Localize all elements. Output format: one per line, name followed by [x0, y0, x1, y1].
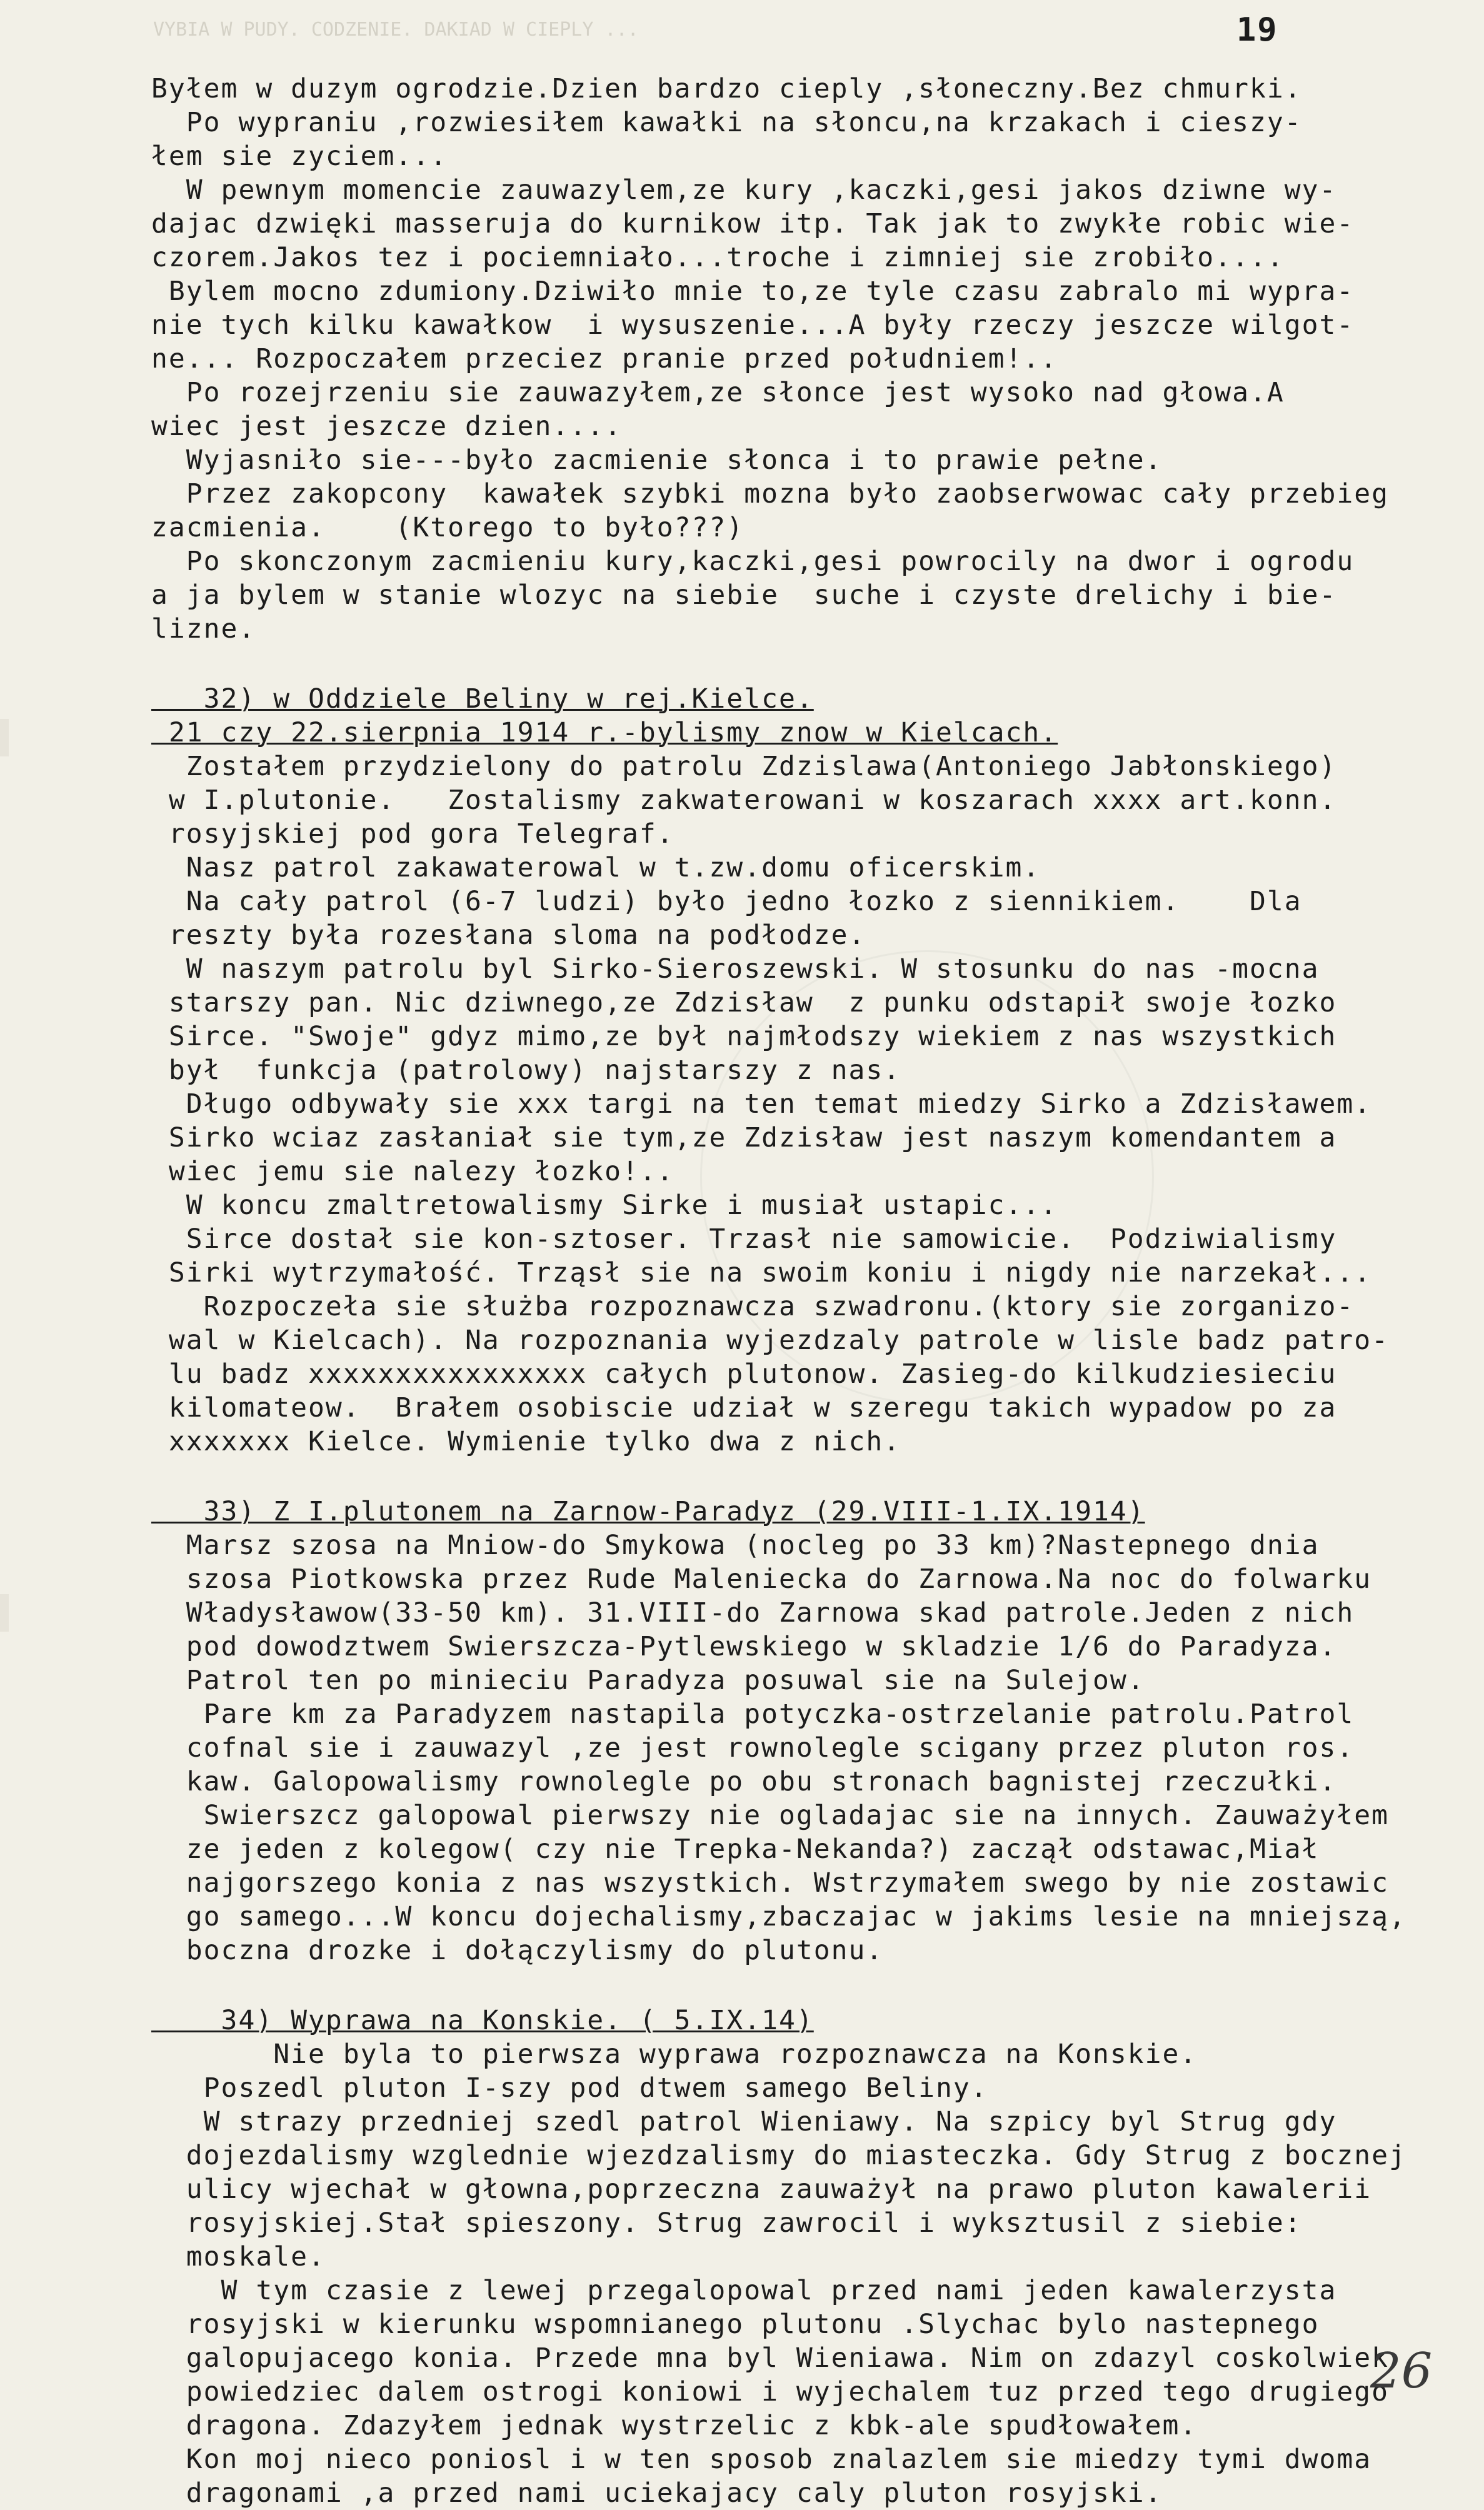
text-line: czorem.Jakos tez i pociemniało...troche i zimniej sie zrobiło.... — [151, 242, 1285, 273]
text-line: Długo odbywały sie xxx targi na ten temat miedzy Sirko a Zdzisławem. — [151, 1088, 1372, 1120]
text-line: Wyjasniło sie---było zacmienie słonca i to prawie pełne. — [151, 444, 1163, 476]
text-line: Sirce dostał sie kon-sztoser. Trzasł nie samowicie. Podziwialismy — [151, 1223, 1337, 1255]
text-line: go samego...W koncu dojechalismy,zbaczajac w jakims lesie na mniejszą, — [151, 1901, 1406, 1932]
text-line: boczna drozke i dołączylismy do plutonu. — [151, 1935, 884, 1966]
text-line: Po wypraniu ,rozwiesiłem kawałki na słoncu,na krzakach i cieszy- — [151, 107, 1302, 138]
text-line: wiec jest jeszcze dzien.... — [151, 411, 622, 442]
text-line: xxxxxxx Kielce. Wymienie tylko dwa z nich. — [151, 1426, 901, 1457]
text-line: rosyjskiej pod gora Telegraf. — [151, 818, 674, 850]
section-heading: 34) Wyprawa na Konskie. ( 5.IX.14) — [151, 2005, 814, 2036]
text-line: Byłem w duzym ogrodzie.Dzien bardzo cieply ,słoneczny.Bez chmurki. — [151, 73, 1302, 104]
text-line: W strazy przedniej szedl patrol Wieniawy. Na szpicy byl Strug gdy — [151, 2106, 1337, 2137]
text-line: a ja bylem w stanie wlozyc na siebie suche i czyste drelichy i bie- — [151, 580, 1337, 611]
text-line: nie tych kilku kawałkow i wysuszenie...A były rzeczy jeszcze wilgot- — [151, 309, 1355, 341]
text-line: dojezdalismy wzglednie wjezdzalismy do miasteczka. Gdy Strug z bocznej — [151, 2140, 1406, 2171]
bleed-through-text: VYBIA W PUDY. CODZENIE. DAKIAD W CIEPLY ... — [153, 19, 639, 41]
text-line: W tym czasie z lewej przegalopowal przed nami jeden kawalerzysta — [151, 2275, 1337, 2306]
text-line: dragonami ,a przed nami uciekajacy caly pluton rosyjski. — [151, 2477, 1163, 2509]
text-line: Zostałem przydzielony do patrolu Zdzislawa(Antoniego Jabłonskiego) — [151, 751, 1337, 782]
text-line: Swierszcz galopowal pierwszy nie ogladajac sie na innych. Zauważyłem — [151, 1800, 1390, 1831]
text-line: w I.plutonie. Zostalismy zakwaterowani w koszarach xxxx art.konn. — [151, 785, 1337, 816]
text-line: Patrol ten po minieciu Paradyza posuwal sie na Sulejow. — [151, 1665, 1145, 1696]
text-line: powiedziec dalem ostrogi koniowi i wyjechalem tuz przed tego drugiego — [151, 2376, 1390, 2407]
text-line: dragona. Zdazyłem jednak wystrzelic z kbk-ale spudłowałem. — [151, 2410, 1198, 2441]
text-line: Pare km za Paradyzem nastapila potyczka-ostrzelanie patrolu.Patrol — [151, 1699, 1355, 1730]
text-line: Na cały patrol (6-7 ludzi) było jedno łozko z siennikiem. Dla — [151, 886, 1302, 917]
text-line: szosa Piotkowska przez Rude Maleniecka do Zarnowa.Na noc do folwarku — [151, 1564, 1372, 1595]
text-line: łem sie zyciem... — [151, 141, 448, 172]
text-line: Marsz szosa na Mniow-do Smykowa (nocleg po 33 km)?Nastepnego dnia — [151, 1530, 1320, 1561]
text-line: Po rozejrzeniu sie zauwazyłem,ze słonce jest wysoko nad głowa.A — [151, 377, 1285, 408]
text-line: rosyjski w kierunku wspomnianego plutonu .Slychac bylo nastepnego — [151, 2309, 1320, 2340]
section-gap — [151, 646, 1464, 682]
text-line: był funkcja (patrolowy) najstarszy z nas. — [151, 1055, 901, 1086]
text-line: Kon moj nieco poniosl i w ten sposob znalazlem sie miedzy tymi dwoma — [151, 2444, 1372, 2475]
text-line: W pewnym momencie zauwazylem,ze kury ,kaczki,gesi jakos dziwne wy- — [151, 174, 1337, 206]
section-heading: 32) w Oddziele Beliny w rej.Kielce. — [151, 683, 814, 715]
text-line: Poszedl pluton I-szy pod dtwem samego Beliny. — [151, 2072, 988, 2104]
punch-hole-mark — [0, 719, 9, 756]
text-line: Władysławow(33-50 km). 31.VIII-do Zarnowa skad patrole.Jeden z nich — [151, 1597, 1355, 1629]
text-line: Sirce. "Swoje" gdyz mimo,ze był najmłodszy wiekiem z nas wszystkich — [151, 1021, 1337, 1052]
text-line: Sirki wytrzymałość. Trząsł sie na swoim koniu i nigdy nie narzekał... — [151, 1257, 1372, 1288]
text-line: Przez zakopcony kawałek szybki mozna było zaobserwowac cały przebieg — [151, 478, 1390, 510]
text-line: pod dowodztwem Swierszcza-Pytlewskiego w skladzie 1/6 do Paradyza. — [151, 1631, 1337, 1662]
text-line: Sirko wciaz zasłaniał sie tym,ze Zdzisław jest naszym komendantem a — [151, 1122, 1337, 1153]
section-heading: 21 czy 22.sierpnia 1914 r.-bylismy znow w Kielcach. — [151, 717, 1058, 748]
section-gap — [151, 1458, 1464, 1495]
text-line: wal w Kielcach). Na rozpoznania wyjezdzaly patrole w lisle badz patro- — [151, 1325, 1390, 1356]
handwritten-page-number: 26 — [1370, 2343, 1433, 2399]
text-line: W naszym patrolu byl Sirko-Sieroszewski. W stosunku do nas -mocna — [151, 953, 1320, 985]
text-line: rosyjskiej.Stał spieszony. Strug zawrocil i wyksztusil z siebie: — [151, 2207, 1302, 2239]
text-line: ze jeden z kolegow( czy nie Trepka-Nekanda?) zaczął odstawac,Miał — [151, 1834, 1320, 1865]
punch-hole-mark — [0, 1594, 9, 1632]
text-line: ne... Rozpoczałem przeciez pranie przed południem!.. — [151, 343, 1058, 374]
text-line: Bylem mocno zdumiony.Dziwiło mnie to,ze tyle czasu zabralo mi wypra- — [151, 276, 1355, 307]
text-line: kilomateow. Brałem osobiscie udział w szeregu takich wypadow po za — [151, 1392, 1337, 1423]
text-line: dajac dzwięki masseruja do kurnikow itp. Tak jak to zwykłe robic wie- — [151, 208, 1355, 239]
section-gap — [151, 1967, 1464, 2004]
text-line: ulicy wjechał w głowna,poprzeczna zauważył na prawo pluton kawalerii — [151, 2174, 1372, 2205]
text-line: moskale. — [151, 2241, 326, 2272]
text-line: Po skonczonym zacmieniu kury,kaczki,gesi powrocily na dwor i ogrodu — [151, 546, 1355, 577]
text-line: najgorszego konia z nas wszystkich. Wstrzymałem swego by nie zostawic — [151, 1867, 1390, 1899]
text-line: cofnal sie i zauwazyl ,ze jest rownolegle scigany przez pluton ros. — [151, 1732, 1355, 1764]
text-line: kaw. Galopowalismy rownolegle po obu stronach bagnistej rzeczułki. — [151, 1766, 1337, 1797]
section-heading: 33) Z I.plutonem na Zarnow-Paradyz (29.VIII-1.IX.1914) — [151, 1496, 1145, 1527]
text-line: Nasz patrol zakawaterowal w t.zw.domu oficerskim. — [151, 852, 1041, 883]
text-line: galopujacego konia. Przede mna byl Wieniawa. Nim on zdazyl coskolwiek — [151, 2342, 1390, 2374]
text-line: starszy pan. Nic dziwnego,ze Zdzisław z punku odstapił swoje łozko — [151, 987, 1337, 1018]
text-line: lizne. — [151, 613, 256, 645]
text-line: Nie byla to pierwsza wyprawa rozpoznawcza na Konskie. — [151, 2039, 1198, 2070]
text-line: Rozpoczeła sie służba rozpoznawcza szwadronu.(ktory sie zorganizo- — [151, 1291, 1355, 1322]
typewritten-text-block — [151, 72, 1464, 2510]
text-line: W koncu zmaltretowalismy Sirke i musiał ustapic... — [151, 1190, 1058, 1221]
text-line: lu badz xxxxxxxxxxxxxxxx całych plutonow. Zasieg-do kilkudziesieciu — [151, 1358, 1337, 1390]
text-line: reszty była rozesłana sloma na podłodze. — [151, 920, 866, 951]
page-number: 19 — [1236, 11, 1278, 49]
text-line: wiec jemu sie nalezy łozko!.. — [151, 1156, 674, 1187]
text-line: zacmienia. (Ktorego to było???) — [151, 512, 745, 543]
